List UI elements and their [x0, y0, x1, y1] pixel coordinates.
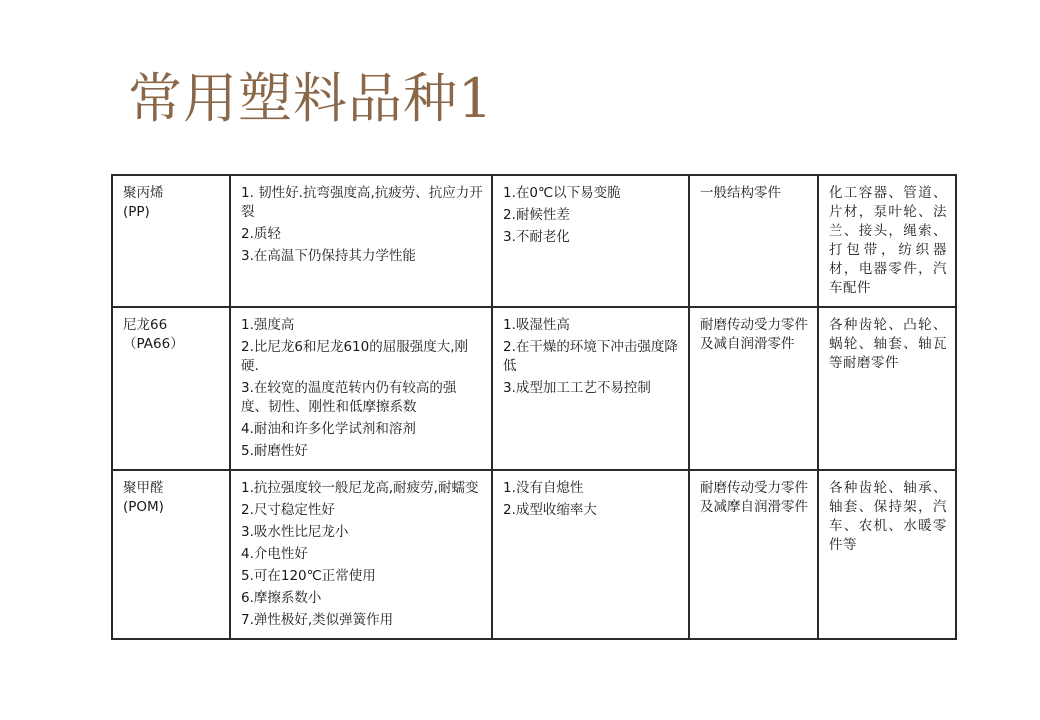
table-row: [112, 175, 956, 307]
table-row: [112, 307, 956, 470]
plastic-name-cell: [112, 307, 230, 470]
disadvantage-item: 3.不耐老化: [503, 229, 570, 245]
plastic-name: 尼龙66: [123, 317, 168, 333]
disadvantage-item: 2.在干燥的环境下冲击强度降低: [503, 339, 678, 374]
advantages-cell: [230, 470, 492, 639]
advantage-item: 3.在高温下仍保持其力学性能: [241, 248, 416, 264]
advantage-item: 3.在较宽的温度范转内仍有较高的强度、韧性、刚性和低摩擦系数: [241, 380, 457, 415]
plastic-name-cell: [112, 175, 230, 307]
plastic-name: 聚丙烯: [123, 185, 164, 201]
table-row: [112, 470, 956, 639]
plastic-abbreviation: (POM): [123, 499, 164, 515]
disadvantage-item: 3.成型加工工艺不易控制: [503, 380, 651, 396]
advantage-item: 6.摩擦系数小: [241, 590, 322, 606]
advantage-item: 4.介电性好: [241, 546, 308, 562]
plastic-name-cell: [112, 470, 230, 639]
advantage-item: 2.尺寸稳定性好: [241, 502, 335, 518]
disadvantage-item: 1.在0℃以下易变脆: [503, 185, 621, 201]
plastics-table: [111, 174, 957, 640]
advantage-item: 2.比尼龙6和尼龙610的屈服强度大,刚硬.: [241, 339, 469, 374]
disadvantages-cell: [492, 470, 689, 639]
plastic-abbreviation: （PA66）: [123, 336, 184, 352]
disadvantage-item: 2.耐候性差: [503, 207, 570, 223]
disadvantages-cell: [492, 307, 689, 470]
disadvantage-item: 2.成型收缩率大: [503, 502, 597, 518]
disadvantages-cell: [492, 175, 689, 307]
examples-cell: 化工容器、管道、片材，泵叶轮、法兰、接头，绳索、打包带，纺织器材，电器零件，汽车配件: [818, 175, 956, 307]
plastic-name: 聚甲醛: [123, 480, 164, 496]
usage-cell: 耐磨传动受力零件及减自润滑零件: [689, 307, 818, 470]
advantages-cell: [230, 307, 492, 470]
examples-cell: 各种齿轮、轴承、轴套、保持架，汽车、农机、水暖零件等: [818, 470, 956, 639]
advantage-item: 5.耐磨性好: [241, 443, 308, 459]
advantage-item: 3.吸水性比尼龙小: [241, 524, 349, 540]
examples-cell: 各种齿轮、凸轮、蜗轮、轴套、轴瓦等耐磨零件: [818, 307, 956, 470]
advantage-item: 2.质轻: [241, 226, 281, 242]
page-title: 常用塑料品种1: [128, 67, 494, 130]
advantage-item: 1.抗拉强度较一般尼龙高,耐疲劳,耐蠕变: [241, 480, 479, 496]
advantage-item: 5.可在120℃正常使用: [241, 568, 376, 584]
advantage-item: 1. 韧性好.抗弯强度高,抗疲劳、抗应力开裂: [241, 185, 483, 220]
advantages-cell: [230, 175, 492, 307]
usage-cell: 耐磨传动受力零件及减摩自润滑零件: [689, 470, 818, 639]
advantage-item: 1.强度高: [241, 317, 295, 333]
advantage-item: 4.耐油和许多化学试剂和溶剂: [241, 421, 416, 437]
advantage-item: 7.弹性极好,类似弹簧作用: [241, 612, 394, 628]
disadvantage-item: 1.吸湿性高: [503, 317, 570, 333]
disadvantage-item: 1.没有自熄性: [503, 480, 584, 496]
usage-cell: 一般结构零件: [689, 175, 818, 307]
plastic-abbreviation: (PP): [123, 204, 150, 220]
